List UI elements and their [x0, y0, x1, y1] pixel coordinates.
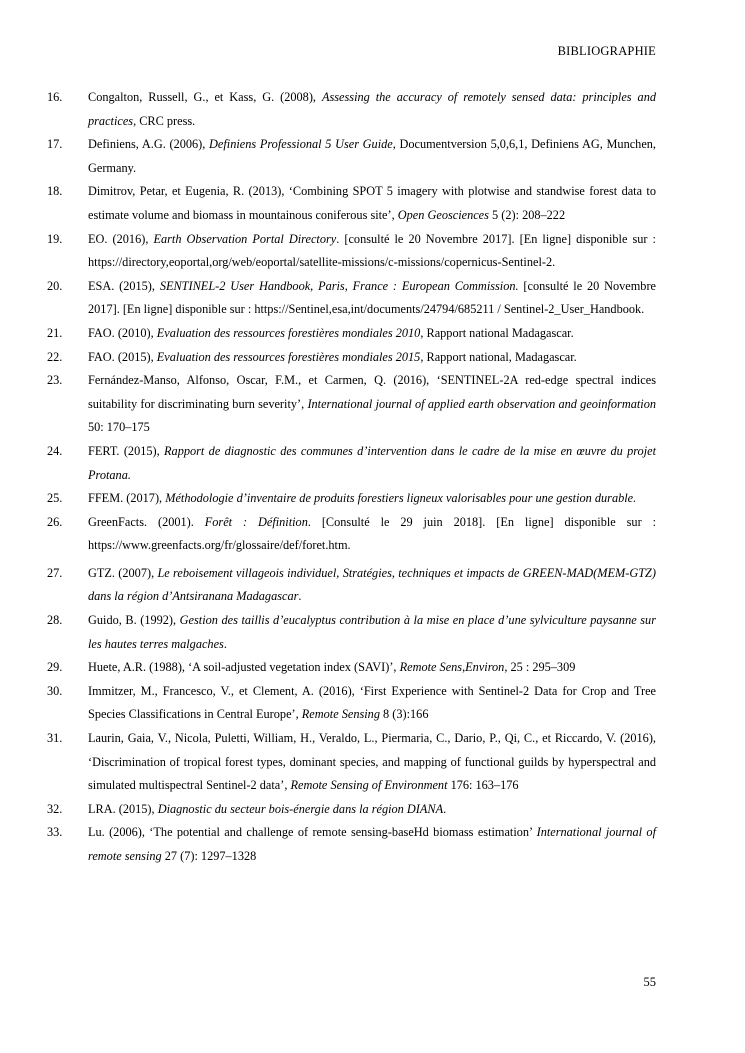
- reference-number: 33.: [47, 825, 63, 840]
- reference-item: [47, 275, 656, 322]
- reference-text: FFEM. (2017), Méthodologie d’inventaire de produits forestiers ligneux valorisables pour une gestion durable.: [88, 491, 637, 506]
- bibliography-list: [47, 86, 656, 869]
- reference-item: [47, 656, 656, 680]
- reference-item: [47, 228, 656, 275]
- reference-number: 22.: [47, 349, 63, 364]
- reference-text: FAO. (2010), Evaluation des ressources forestières mondiales 2010, Rapport national Madagascar.: [88, 325, 574, 340]
- reference-number: 18.: [47, 184, 63, 199]
- reference-text: Lu. (2006), ‘The potential and challenge of remote sensing-baseHd biomass estimation’ International journal of remote sensing 27 (7): 1297–1328: [88, 825, 656, 863]
- reference-text: Laurin, Gaia, V., Nicola, Puletti, William, H., Veraldo, L., Piermaria, C., Dario, P., Qi, C., et Riccardo, V. (2016), ‘Discrimination of tropical forest types, dominant species, and mapping of functional guilds by hyperspectral and simulated multispectral Sentinel-2 data’, Remote Sensing of Environment 176: 163–176: [88, 731, 656, 793]
- reference-item: [47, 346, 656, 370]
- reference-text: ESA. (2015), SENTINEL-2 User Handbook, Paris, France : European Commission. [consulté le 20 Novembre 2017]. [En ligne] disponible sur : https://Sentinel,esa,int/documents/24794/685211 / Sentinel-2_User_Handbook.: [88, 278, 657, 317]
- reference-number: 30.: [47, 683, 63, 698]
- reference-number: 26.: [47, 514, 63, 529]
- reference-text: GreenFacts. (2001). Forêt : Définition. [Consulté le 29 juin 2018]. [En ligne] disponible sur : https://www.greenfacts.org/fr/glossaire/def/foret.htm.: [88, 514, 657, 553]
- reference-number: 28.: [47, 613, 63, 628]
- reference-item: [47, 369, 656, 440]
- reference-text: Dimitrov, Petar, et Eugenia, R. (2013), ‘Combining SPOT 5 imagery with plotwise and standwise forest data to estimate volume and biomass in mountainous coniferous site’, Open Geosciences 5 (2): 208–222: [88, 184, 656, 222]
- reference-number: 21.: [47, 325, 63, 340]
- reference-item: [47, 322, 656, 346]
- reference-number: 19.: [47, 231, 63, 246]
- reference-text: Huete, A.R. (1988), ‘A soil-adjusted vegetation index (SAVI)’, Remote Sens,Environ, 25 : 295–309: [88, 660, 576, 675]
- reference-item: [47, 562, 656, 609]
- reference-number: 25.: [47, 491, 63, 506]
- reference-item: [47, 180, 656, 227]
- reference-text: Fernández-Manso, Alfonso, Oscar, F.M., et Carmen, Q. (2016), ‘SENTINEL-2A red-edge spectral indices suitability for discriminating burn severity’, International journal of applied earth observation and geoinformation 50: 170–175: [88, 373, 657, 435]
- reference-text: Guido, B. (1992), Gestion des taillis d’eucalyptus contribution à la mise en place d’une sylviculture paysanne sur les hautes terres malgaches.: [88, 613, 656, 651]
- reference-number: 29.: [47, 660, 63, 675]
- reference-text: Immitzer, M., Francesco, V., et Clement, A. (2016), ‘First Experience with Sentinel-2 Data for Crop and Tree Species Classifications in Central Europe’, Remote Sensing 8 (3):166: [88, 683, 656, 722]
- reference-text: EO. (2016), Earth Observation Portal Directory. [consulté le 20 Novembre 2017]. [En ligne] disponible sur : https://directory,eoportal,org/web/eoportal/satellite-missions/c-missions/copernicus-Sentinel-2.: [88, 231, 656, 270]
- reference-number: 17.: [47, 137, 63, 152]
- running-header: BIBLIOGRAPHIE: [557, 44, 656, 58]
- reference-item: [47, 86, 656, 133]
- reference-item: [47, 798, 656, 822]
- reference-number: 20.: [47, 278, 63, 293]
- reference-item: [47, 821, 656, 868]
- reference-item: [47, 727, 656, 798]
- reference-number: 24.: [47, 443, 63, 458]
- reference-item: [47, 487, 656, 511]
- reference-number: 31.: [47, 731, 63, 746]
- reference-item: [47, 511, 656, 558]
- reference-text: Definiens, A.G. (2006), Definiens Professional 5 User Guide, Documentversion 5,0,6,1, Definiens AG, Munchen, Germany.: [88, 137, 656, 175]
- reference-text: FERT. (2015), Rapport de diagnostic des communes d’intervention dans le cadre de la mise en œuvre du projet Protana.: [88, 443, 656, 482]
- reference-item: [47, 440, 656, 487]
- reference-item: [47, 609, 656, 656]
- reference-text: Congalton, Russell, G., et Kass, G. (2008), Assessing the accuracy of remotely sensed data: principles and practices, CRC press.: [88, 90, 656, 128]
- reference-text: LRA. (2015), Diagnostic du secteur bois-énergie dans la région DIANA.: [88, 801, 447, 816]
- reference-number: 16.: [47, 90, 63, 104]
- reference-item: [47, 133, 656, 180]
- reference-number: 32.: [47, 801, 63, 816]
- reference-number: 27.: [47, 565, 63, 580]
- reference-item: [47, 680, 656, 727]
- reference-text: FAO. (2015), Evaluation des ressources forestières mondiales 2015, Rapport national, Madagascar.: [88, 349, 577, 364]
- reference-text: GTZ. (2007), Le reboisement villageois individuel, Stratégies, techniques et impacts de GREEN-MAD(MEM-GTZ) dans la région d’Antsiranana Madagascar.: [88, 565, 656, 604]
- reference-number: 23.: [47, 373, 63, 388]
- page-number: 55: [643, 975, 656, 989]
